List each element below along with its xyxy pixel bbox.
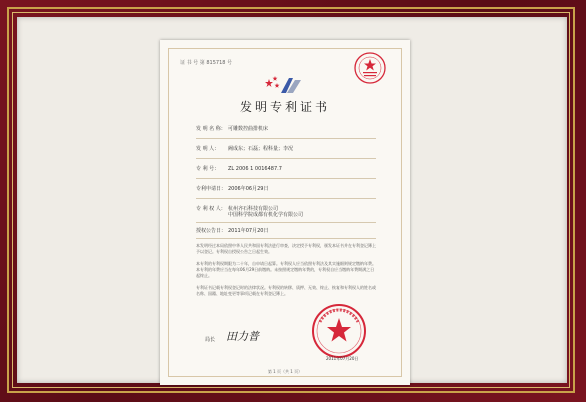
filing-date-label: 专利申请日： <box>196 186 227 192</box>
certificate-number: 证 书 号 第 815718 号 <box>180 60 233 66</box>
invention-name-row <box>196 126 268 132</box>
divider <box>196 138 376 139</box>
invention-name-label: 发 明 名 称： <box>196 126 226 132</box>
patent-number-label: 专 利 号： <box>196 166 220 172</box>
patentee-row-2 <box>228 212 303 218</box>
divider <box>196 178 376 179</box>
director-label: 局长 <box>205 337 216 343</box>
divider <box>196 158 376 159</box>
divider <box>196 222 376 223</box>
certificate-paragraph-1: 本发明经过本局依照中华人民共和国专利法进行审查，决定授予专利权，颁发本证书并在专利登记簿上予以登记。专利权自授权公告之日起生效。 <box>196 243 376 254</box>
certificate-paragraph-3: 专利证书记载专利权登记时的法律状况。专利权的转移、质押、无效、终止、恢复和专利权人的姓名或名称、国籍、地址变更等事项记载在专利登记簿上。 <box>196 285 376 296</box>
patent-number-row <box>196 166 282 172</box>
patent-number-value: ZL 2006 1 0016487.7 <box>228 166 282 172</box>
cnipa-emblem-icon <box>265 75 305 97</box>
patentee-label: 专 利 权 人： <box>196 206 226 212</box>
filing-date-row <box>196 186 268 192</box>
divider <box>196 198 376 199</box>
grant-date-label: 授权公告日： <box>196 228 227 234</box>
patentee-value-2: 中国科学院成都有机化学有限公司 <box>228 212 304 218</box>
certificate-title: 发明专利证书 <box>239 100 330 114</box>
filing-date-value: 2006年06月29日 <box>228 186 269 192</box>
inventor-value: 阙成东；石磊；程科量；李况 <box>228 146 294 152</box>
page-footer: 第 1 页（共 1 页） <box>267 369 303 374</box>
director-signature: 田力普 <box>226 330 259 343</box>
patent-certificate <box>160 40 410 385</box>
grant-date-value: 2011年07月20日 <box>228 228 269 234</box>
patentee-value-1: 杭州齐石科技有限公司 <box>228 206 279 212</box>
divider <box>196 238 376 239</box>
invention-name-value: 可雕数控曲排机床 <box>228 126 269 132</box>
inventor-row <box>196 146 293 152</box>
official-seal-icon <box>310 302 368 360</box>
issue-date: 2011年07月20日 <box>326 356 359 361</box>
grant-date-row <box>196 228 268 234</box>
top-stamp-seal-icon <box>352 50 388 86</box>
certificate-paragraph-2: 本专利的专利权期限为二十年，自申请日起算。专利权人应当依照专利法及其实施细则规定缴纳年费。本专利的年费应当在每年06月29日前缴纳。未按照规定缴纳年费的，专利权自应当缴纳年费期满之日起终止。 <box>196 261 376 278</box>
inventor-label: 发 明 人： <box>196 146 220 152</box>
